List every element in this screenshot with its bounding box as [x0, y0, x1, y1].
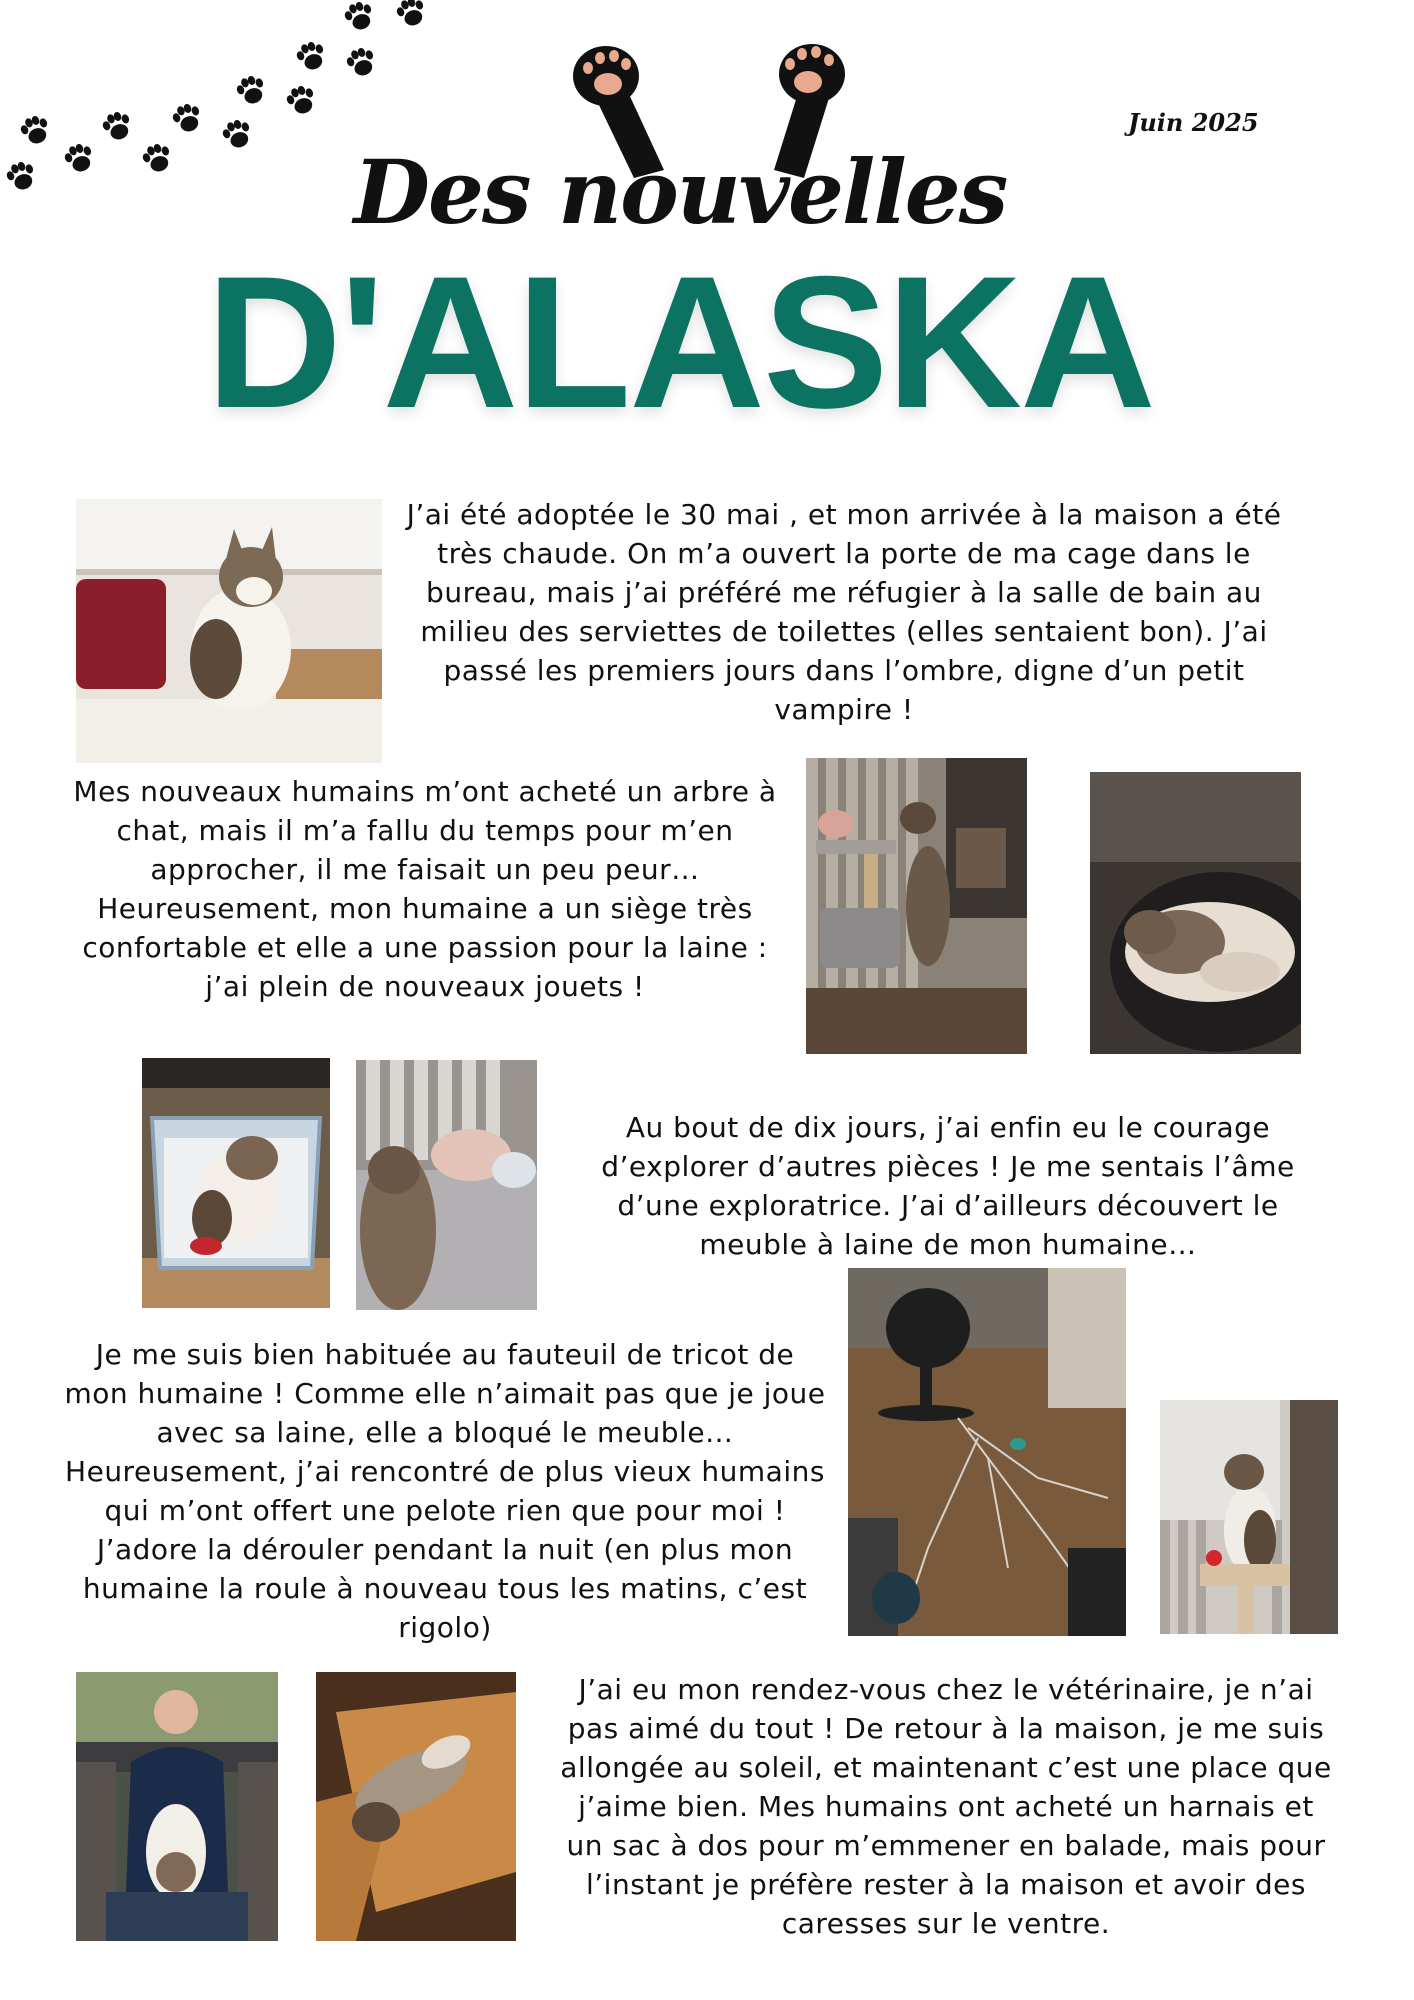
paragraph-4: Je me suis bien habituée au fauteuil de tricot de mon humaine ! Comme elle n’aimait pas que je joue avec sa laine, elle a bloqué le meuble… Heureusement, j’ai rencontré de plus vieux humains qui m’ont offert une pelote rien que pour moi ! J’adore la dérouler pendant la nuit (en plus mon humaine la roule à nouveau tous les matins, c’est rigolo) — [64, 1338, 826, 1644]
photo-cat-tree — [806, 758, 1027, 1054]
photo-human-holding-cat — [76, 1672, 278, 1941]
paragraph-3: Au bout de dix jours, j’ai enfin eu le courage d’explorer d’autres pièces ! Je me sentais l’âme d’une exploratrice. J’ai d’ailleurs découvert le meuble à laine de mon humaine… — [601, 1111, 1295, 1261]
photo-cat-bathroom — [76, 499, 382, 763]
photo-room-yarn — [848, 1268, 1126, 1636]
photo-cat-carrier — [142, 1058, 330, 1308]
title-script: Des nouvelles — [353, 140, 1007, 244]
photo-cat-chair-sleeping — [1090, 772, 1301, 1054]
photo-cat-toys — [356, 1060, 537, 1310]
issue-date: Juin 2025 — [1128, 108, 1259, 137]
title-main: D'ALASKA — [206, 237, 1154, 447]
paragraph-2: Mes nouveaux humains m’ont acheté un arbre à chat, mais il m’a fallu du temps pour m’en approcher, il me faisait un peu peur… Heureusement, mon humaine a un siège très confortable et elle a une passion pour la laine : j’ai plein de nouveaux jouets ! — [73, 775, 777, 1003]
photo-cat-window — [1160, 1400, 1338, 1634]
photo-cat-sunbathing — [316, 1672, 516, 1941]
paragraph-1: J’ai été adoptée le 30 mai , et mon arrivée à la maison a été très chaude. On m’a ouvert la porte de ma cage dans le bureau, mais j’ai préféré me réfugier à la salle de bain au milieu des serviettes de toilettes (elles sentaient bon). J’ai passé les premiers jours dans l’ombre, digne d’un petit vampire ! — [406, 498, 1282, 726]
paragraph-5: J’ai eu mon rendez-vous chez le vétérinaire, je n’ai pas aimé du tout ! De retour à la maison, je me suis allongée au soleil, et maintenant c’est une place que j’aime bien. Mes humains ont acheté un harnais et un sac à dos pour m’emmener en balade, mais pour l’instant je préfère rester à la maison et avoir des caresses sur le ventre. — [560, 1673, 1332, 1940]
